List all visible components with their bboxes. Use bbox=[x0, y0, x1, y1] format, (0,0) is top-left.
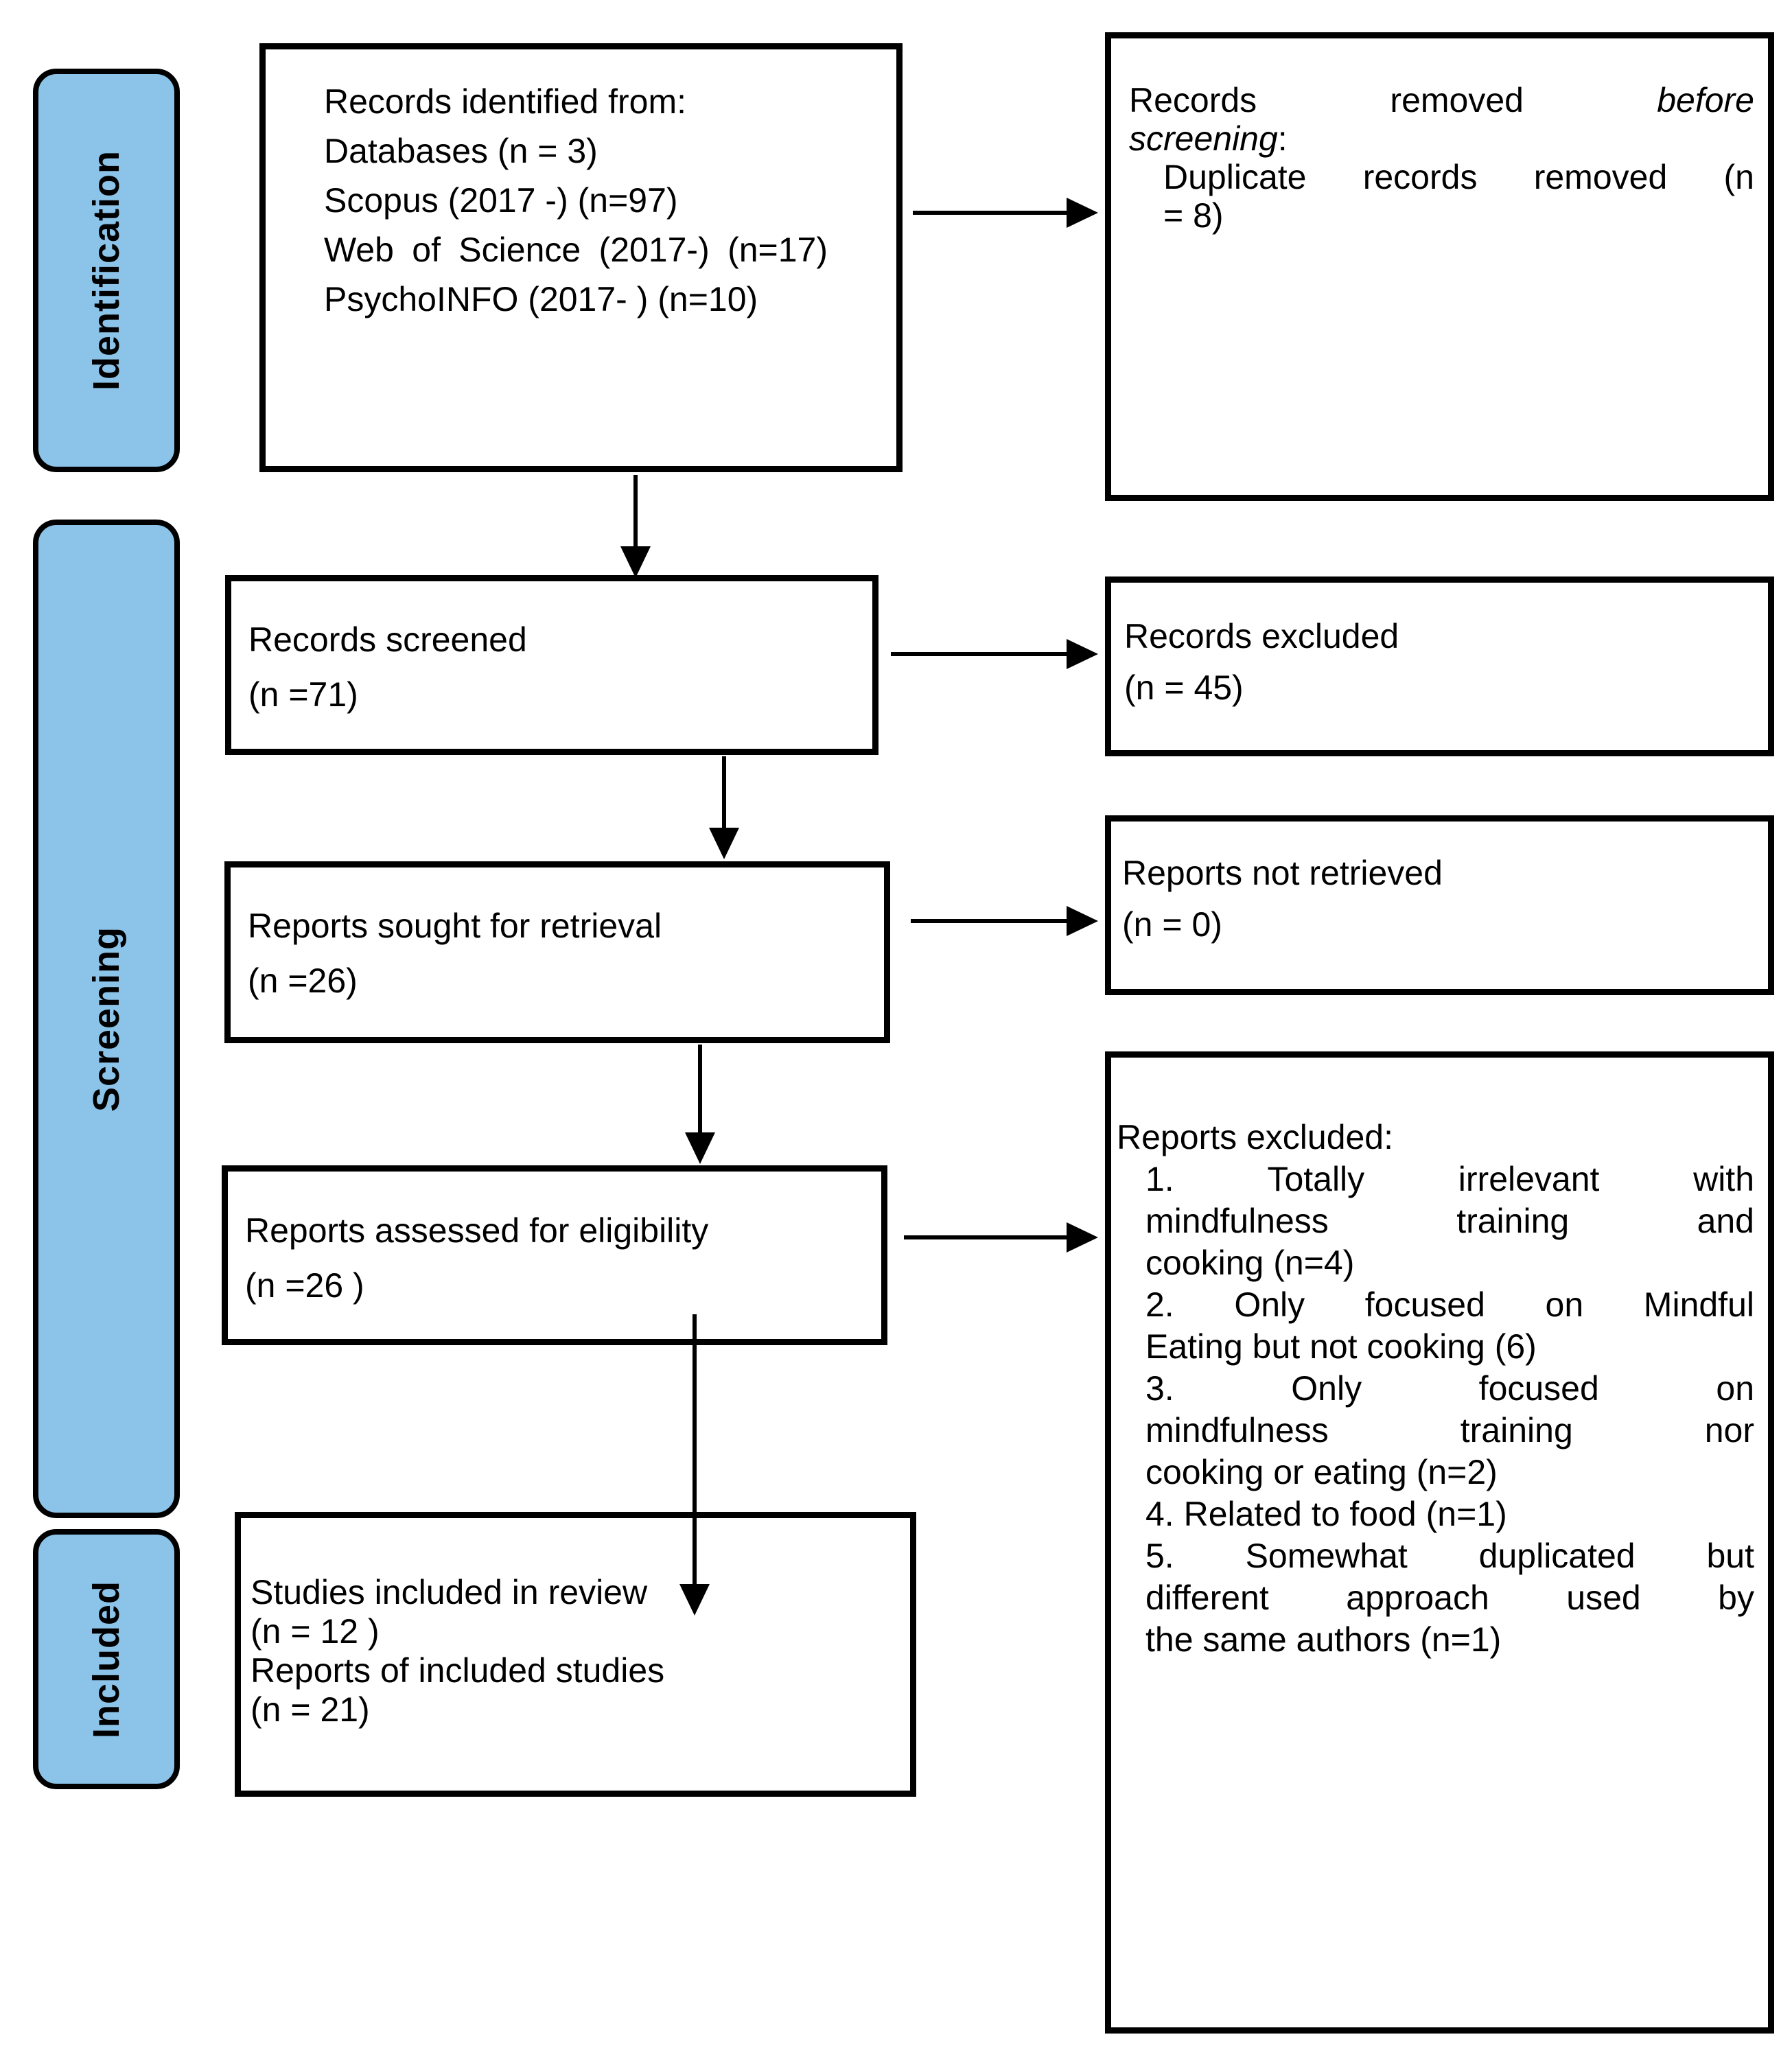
text-line bbox=[1117, 1535, 1754, 1577]
text-line bbox=[251, 1612, 893, 1651]
text-line bbox=[324, 176, 828, 225]
text-run: (n = 45) bbox=[1124, 668, 1244, 707]
text-run: Reports of included studies bbox=[251, 1651, 665, 1690]
text-run: Duplicate records removed (n bbox=[1163, 158, 1754, 196]
stage-identification bbox=[33, 69, 180, 472]
text-run: Reports not retrieved bbox=[1122, 854, 1443, 892]
box-reports-sought bbox=[224, 861, 890, 1043]
text-line bbox=[1122, 848, 1754, 899]
box-studies-included bbox=[235, 1512, 916, 1797]
box-records-excluded bbox=[1105, 576, 1774, 756]
text-line bbox=[324, 126, 828, 176]
text-line bbox=[251, 1573, 893, 1612]
text-run: 3. Only focused on bbox=[1145, 1369, 1754, 1408]
text-run: PsychoINFO (2017- ) (n=10) bbox=[324, 280, 758, 318]
arrowhead-down-icon bbox=[709, 828, 739, 859]
text-line bbox=[248, 953, 867, 1008]
text-line bbox=[1129, 196, 1754, 235]
box-reports-excluded-reasons bbox=[1105, 1051, 1774, 2034]
stage-included bbox=[33, 1529, 180, 1789]
text-run: Studies included in review bbox=[251, 1573, 648, 1611]
text-line bbox=[251, 1690, 893, 1729]
box-records-removed-before-screening bbox=[1105, 32, 1774, 501]
stage-screening-label: Screening bbox=[86, 926, 127, 1112]
arrow-line bbox=[633, 475, 638, 548]
arrow-line bbox=[913, 211, 1067, 215]
text-run-italic: screening bbox=[1129, 119, 1278, 158]
arrow-line bbox=[904, 1235, 1067, 1239]
stage-screening bbox=[33, 520, 180, 1518]
text-run: (n =26 ) bbox=[245, 1266, 364, 1305]
text-run: Records identified from: bbox=[324, 82, 687, 121]
text-line bbox=[1117, 1284, 1754, 1326]
stage-identification-label: Identification bbox=[86, 150, 127, 391]
arrowhead-right-icon bbox=[1067, 639, 1098, 669]
text-line bbox=[1117, 1117, 1754, 1158]
text-line bbox=[248, 667, 855, 722]
text-line bbox=[1117, 1577, 1754, 1619]
text-run: Scopus (2017 -) (n=97) bbox=[324, 181, 678, 220]
text-line bbox=[1129, 81, 1754, 119]
text-line bbox=[1117, 1493, 1754, 1535]
arrowhead-right-icon bbox=[1067, 1222, 1098, 1253]
arrowhead-right-icon bbox=[1067, 906, 1098, 936]
text-run: mindfulness training and bbox=[1145, 1202, 1754, 1240]
text-line bbox=[1117, 1410, 1754, 1452]
arrow-line bbox=[891, 652, 1067, 656]
text-line bbox=[1117, 1200, 1754, 1242]
text-line bbox=[1129, 119, 1754, 158]
text-run: different approach used by bbox=[1145, 1579, 1754, 1617]
text-run: Records removed bbox=[1129, 81, 1657, 119]
text-line bbox=[248, 612, 855, 667]
text-line bbox=[1117, 1619, 1754, 1661]
text-run: 2. Only focused on Mindful bbox=[1145, 1285, 1754, 1324]
text-run-italic: before bbox=[1657, 81, 1754, 119]
text-run: (n =71) bbox=[248, 675, 358, 714]
box-reports-assessed bbox=[222, 1165, 887, 1345]
text-run: 5. Somewhat duplicated but bbox=[1145, 1537, 1754, 1575]
text-line bbox=[1129, 158, 1754, 196]
arrowhead-right-icon bbox=[1067, 198, 1098, 228]
text-run: = 8) bbox=[1163, 196, 1224, 235]
text-line bbox=[245, 1258, 864, 1313]
arrow-line bbox=[911, 919, 1067, 923]
text-line bbox=[1117, 1242, 1754, 1284]
arrowhead-down-icon bbox=[620, 546, 651, 578]
text-run: Records excluded bbox=[1124, 617, 1399, 655]
text-run: Records screened bbox=[248, 620, 527, 659]
text-line bbox=[1117, 1452, 1754, 1493]
box-records-screened bbox=[225, 575, 878, 755]
text-line bbox=[1122, 899, 1754, 951]
text-run: Web of Science (2017-) (n=17) bbox=[324, 231, 828, 269]
text-run: cooking or eating (n=2) bbox=[1145, 1453, 1498, 1491]
text-run: cooking (n=4) bbox=[1145, 1244, 1355, 1282]
text-run: Eating but not cooking (6) bbox=[1145, 1327, 1537, 1366]
text-line bbox=[324, 77, 828, 126]
stage-included-label: Included bbox=[86, 1580, 128, 1738]
text-run: Reports sought for retrieval bbox=[248, 907, 662, 945]
text-line bbox=[245, 1203, 864, 1258]
text-line bbox=[251, 1651, 893, 1690]
text-run: 4. Related to food (n=1) bbox=[1145, 1495, 1507, 1533]
text-line bbox=[324, 225, 828, 275]
text-line bbox=[1124, 662, 1754, 714]
text-run: : bbox=[1277, 119, 1288, 158]
text-run: (n = 21) bbox=[251, 1690, 370, 1729]
box-reports-not-retrieved bbox=[1105, 815, 1774, 995]
text-run: 1. Totally irrelevant with bbox=[1145, 1160, 1754, 1198]
arrow-line bbox=[698, 1045, 702, 1134]
text-run: Reports excluded: bbox=[1117, 1118, 1394, 1156]
text-run: mindfulness training nor bbox=[1145, 1411, 1754, 1449]
text-run: (n =26) bbox=[248, 962, 358, 1000]
text-line bbox=[1117, 1368, 1754, 1410]
text-run: (n = 12 ) bbox=[251, 1612, 380, 1651]
text-run: the same authors (n=1) bbox=[1145, 1620, 1502, 1659]
arrow-line bbox=[722, 756, 726, 829]
text-line bbox=[1117, 1326, 1754, 1368]
text-run: Reports assessed for eligibility bbox=[245, 1211, 709, 1250]
text-run: Databases (n = 3) bbox=[324, 132, 598, 170]
box-records-identified bbox=[259, 43, 903, 472]
text-line bbox=[248, 898, 867, 953]
text-line bbox=[1124, 611, 1754, 662]
text-line bbox=[324, 275, 828, 324]
text-line bbox=[1117, 1158, 1754, 1200]
text-run: (n = 0) bbox=[1122, 905, 1222, 944]
arrowhead-down-icon bbox=[685, 1132, 715, 1164]
